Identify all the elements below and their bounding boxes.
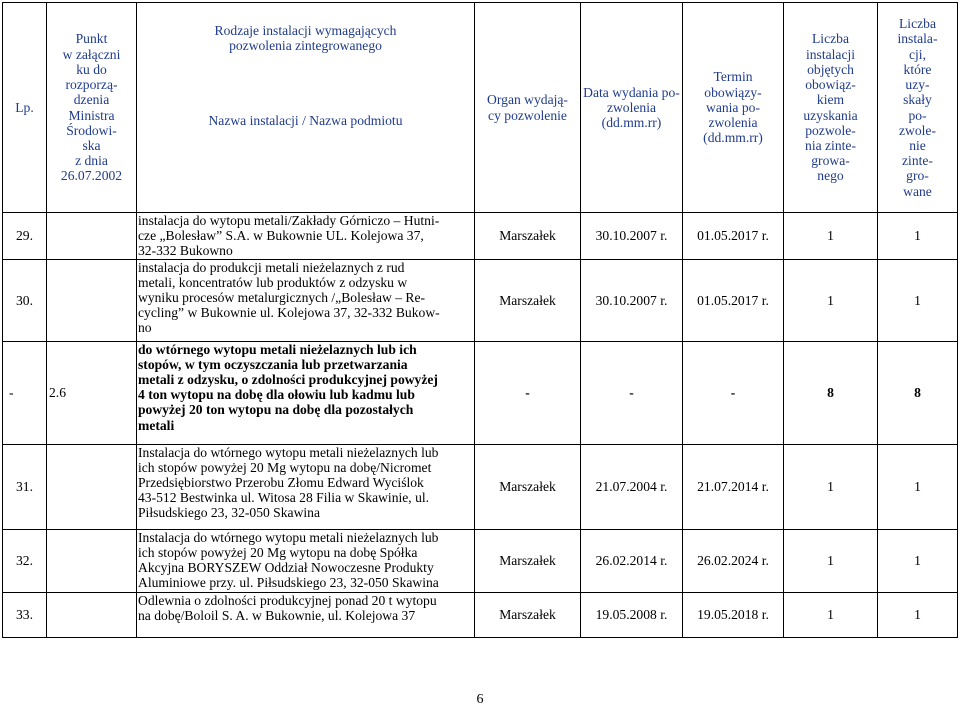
header-termin-line: zwolenia: [708, 115, 758, 131]
header-punkt: [47, 3, 137, 213]
permits-table: [2, 2, 958, 638]
installation-line: Przedsiębiorstwo Przerobu Złomu Edward Wyciślok: [138, 475, 424, 491]
installation-line: Piłsudskiego 23, 32-050 Skawina: [138, 505, 321, 521]
header-liczba-objetych-line: obowiąz-: [805, 77, 856, 93]
row-count-covered: 1: [784, 259, 878, 341]
installation-line: Instalacja do wtórnego wytopu metali nieżelaznych lub: [138, 444, 439, 460]
row-organ: Marszałek: [475, 592, 581, 637]
table-row: [3, 592, 958, 637]
row-organ: -: [475, 341, 581, 444]
row-issue-date: 19.05.2008 r.: [581, 592, 683, 637]
row-punkt: [47, 259, 137, 341]
header-punkt-line: Ministra: [68, 107, 115, 123]
installation-line: 32-332 Bukowno: [138, 243, 233, 259]
header-punkt-line: rozporzą-: [65, 77, 118, 93]
header-termin-line: obowiązy-: [704, 84, 762, 100]
row-count-granted: 1: [878, 213, 958, 260]
header-punkt-line: Punkt: [75, 31, 108, 47]
installation-line: stopów, w tym oczyszczania lub przetwarzania: [138, 356, 408, 372]
header-data-line: (dd.mm.rr): [601, 115, 662, 131]
header-termin: [683, 3, 784, 213]
row-valid-until: 21.07.2014 r.: [683, 444, 784, 529]
header-punkt-line: z dnia: [75, 153, 108, 169]
installation-line: Instalacja do wtórnego wytopu metali nieżelaznych lub: [138, 529, 439, 545]
row-issue-date: 21.07.2004 r.: [581, 444, 683, 529]
installation-line: wyniku procesów metalurgicznych /„Bolesław – Re-: [138, 290, 426, 306]
header-liczba-uzyskaly-line: cji,: [909, 46, 926, 62]
installation-line: no: [138, 320, 152, 336]
header-liczba-uzyskaly-line: nie: [909, 137, 926, 153]
header-termin-line: wania po-: [706, 99, 760, 115]
installation-line: powyżej 20 ton wytopu na dobę dla pozostałych: [138, 402, 414, 418]
installation-line: metali z odzysku, o zdolności produkcyjnej powyżej: [138, 372, 438, 388]
header-rodzaje-line: pozwolenia zintegrowanego: [229, 38, 382, 54]
header-termin-line: (dd.mm.rr): [703, 130, 763, 146]
header-liczba-uzyskaly: [878, 3, 958, 213]
table-row: [3, 259, 958, 341]
row-valid-until: 01.05.2017 r.: [683, 259, 784, 341]
row-valid-until: -: [683, 341, 784, 444]
header-liczba-uzyskaly-line: skały: [903, 92, 932, 108]
header-liczba-objetych-line: kiem: [816, 92, 845, 108]
header-organ-line: cy pozwolenie: [488, 107, 567, 123]
row-punkt: [47, 444, 137, 529]
installation-line: na dobę/Boloil S. A. w Bukownie, ul. Kolejowa 37: [138, 607, 416, 623]
installation-line: instalacja do wytopu metali/Zakłady Górniczo – Hutni-: [138, 213, 440, 228]
header-punkt-line: ku do: [76, 61, 107, 77]
installation-line: metali: [138, 417, 175, 433]
header-liczba-uzyskaly-line: zinte-: [902, 153, 933, 169]
header-liczba-uzyskaly-line: Liczba: [899, 16, 936, 32]
page-number: 6: [476, 692, 484, 707]
header-rodzaje-line: Rodzaje instalacji wymagających: [214, 23, 397, 38]
table-row: [3, 341, 958, 444]
row-lp: 32.: [3, 529, 47, 592]
header-liczba-uzyskaly-line: wane: [903, 183, 932, 199]
table-header-row: [3, 3, 958, 213]
header-data-line: Data wydania po-: [583, 84, 680, 100]
header-liczba-objetych-line: growa-: [811, 153, 850, 169]
header-data: [581, 3, 683, 213]
row-punkt: 2.6: [47, 341, 137, 444]
header-liczba-objetych-line: pozwole-: [805, 122, 856, 138]
installation-line: metali, koncentratów lub produktów z odzysku w: [138, 274, 408, 290]
row-count-covered: 1: [784, 213, 878, 260]
header-punkt-line: Środowi-: [66, 122, 117, 138]
header-punkt-line: dzenia: [73, 92, 110, 108]
header-data-line: zwolenia: [606, 99, 657, 115]
header-lp: Lp.: [3, 3, 47, 213]
row-issue-date: 26.02.2014 r.: [581, 529, 683, 592]
header-rodzaje: [137, 3, 475, 213]
installation-line: 4 ton wytopu na dobę dla ołowiu lub kadmu lub: [138, 387, 415, 403]
installation-line: ich stopów powyżej 20 Mg wytopu na dobę/Nicromet: [138, 459, 432, 475]
header-liczba-uzyskaly-line: które: [903, 61, 932, 77]
row-count-granted: 1: [878, 259, 958, 341]
header-organ: [475, 3, 581, 213]
header-liczba-objetych-line: nia zinte-: [805, 137, 856, 153]
row-organ: Marszałek: [475, 213, 581, 260]
row-organ: Marszałek: [475, 529, 581, 592]
row-punkt: [47, 213, 137, 260]
installation-line: Aluminiowe przy. ul. Piłsudskiego 23, 32-050 Skawina: [138, 575, 439, 591]
header-liczba-objetych-line: Liczba: [812, 31, 849, 47]
row-count-covered: 1: [784, 592, 878, 637]
header-liczba-objetych-line: objętych: [807, 61, 854, 77]
header-nazwa: Nazwa instalacji / Nazwa podmiotu: [208, 113, 403, 129]
row-count-covered: 8: [784, 341, 878, 444]
row-issue-date: 30.10.2007 r.: [581, 259, 683, 341]
installation-line: 43-512 Bestwinka ul. Witosa 28 Filia w Skawinie, ul.: [138, 490, 430, 506]
header-liczba-uzyskaly-line: gro-: [906, 168, 929, 184]
installation-line: Odlewnia o zdolności produkcyjnej ponad 20 t wytopu: [138, 592, 437, 608]
header-liczba-uzyskaly-line: uzy-: [905, 77, 930, 93]
installation-line: Akcyjna BORYSZEW Oddział Nowoczesne Produkty: [138, 560, 434, 576]
header-liczba-objetych-line: nego: [817, 168, 844, 184]
installation-line: cze „Bolesław” S.A. w Bukownie UL. Kolejowa 37,: [138, 228, 424, 244]
table-row: [3, 444, 958, 529]
header-liczba-objetych: [784, 3, 878, 213]
row-installation: [137, 444, 475, 529]
header-termin-line: Termin: [713, 69, 753, 85]
header-liczba-objetych-line: instalacji: [805, 46, 856, 62]
row-punkt: [47, 592, 137, 637]
installation-line: cycling” w Bukownie ul. Kolejowa 37, 32-332 Bukow-: [138, 305, 440, 321]
row-count-covered: 1: [784, 529, 878, 592]
header-liczba-uzyskaly-line: po-: [908, 107, 927, 123]
row-issue-date: -: [581, 341, 683, 444]
row-valid-until: 19.05.2018 r.: [683, 592, 784, 637]
row-lp: -: [3, 341, 47, 444]
header-punkt-line: 26.07.2002: [60, 168, 123, 184]
row-count-granted: 1: [878, 529, 958, 592]
row-count-granted: 1: [878, 444, 958, 529]
table-row: [3, 213, 958, 260]
table-row: [3, 529, 958, 592]
row-lp: 31.: [3, 444, 47, 529]
row-installation: [137, 529, 475, 592]
header-liczba-objetych-line: uzyskania: [803, 107, 858, 123]
row-lp: 33.: [3, 592, 47, 637]
row-lp: 29.: [3, 213, 47, 260]
row-installation: [137, 259, 475, 341]
header-punkt-line: ska: [82, 137, 101, 153]
installation-line: ich stopów powyżej 20 Mg wytopu na dobę Spółka: [138, 544, 418, 560]
row-organ: Marszałek: [475, 259, 581, 341]
header-organ-line: Organ wydają-: [487, 92, 568, 108]
header-liczba-uzyskaly-line: instala-: [897, 31, 938, 47]
installation-line: do wtórnego wytopu metali nieżelaznych lub ich: [138, 341, 417, 357]
row-punkt: [47, 529, 137, 592]
row-count-granted: 8: [878, 341, 958, 444]
header-punkt-line: w załączni: [62, 46, 121, 62]
row-installation: [137, 592, 475, 637]
installation-line: instalacja do produkcji metali nieżelaznych z rud: [138, 259, 405, 275]
table-body: [3, 213, 958, 638]
row-valid-until: 01.05.2017 r.: [683, 213, 784, 260]
header-liczba-uzyskaly-line: zwole-: [899, 122, 936, 138]
row-count-covered: 1: [784, 444, 878, 529]
row-organ: Marszałek: [475, 444, 581, 529]
row-installation: [137, 213, 475, 260]
row-lp: 30.: [3, 259, 47, 341]
row-count-granted: 1: [878, 592, 958, 637]
row-installation: [137, 341, 475, 444]
row-issue-date: 30.10.2007 r.: [581, 213, 683, 260]
row-valid-until: 26.02.2024 r.: [683, 529, 784, 592]
